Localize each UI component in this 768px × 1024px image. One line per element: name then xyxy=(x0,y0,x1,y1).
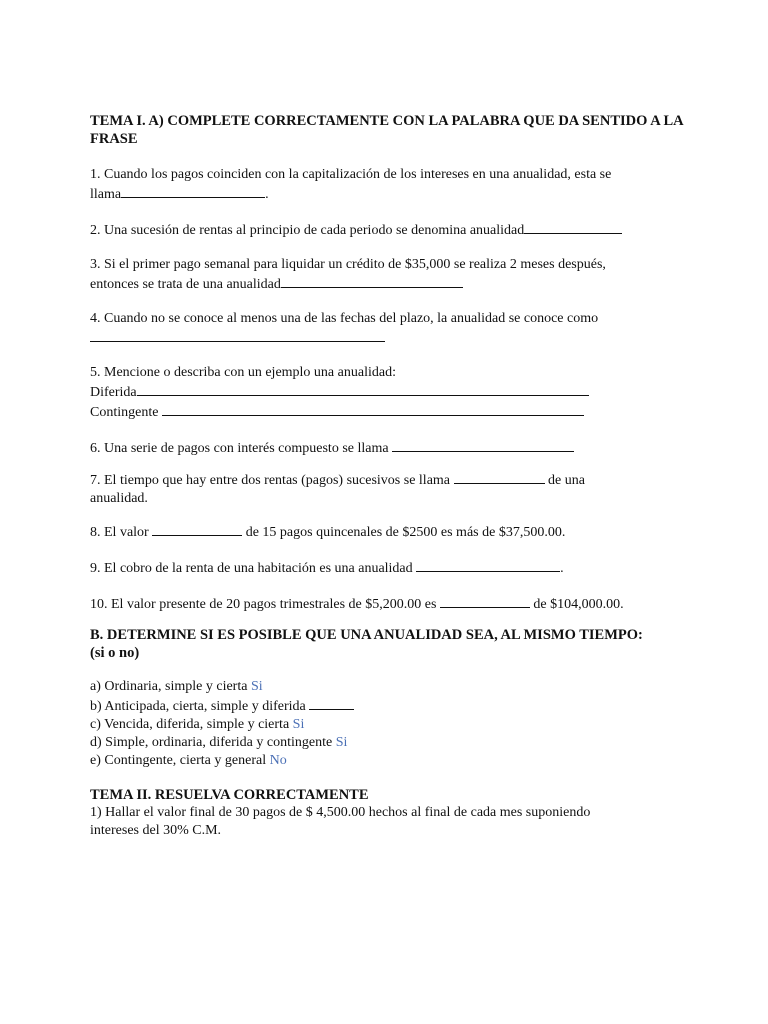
temaB-list xyxy=(90,678,690,770)
answer-blank-4[interactable] xyxy=(90,328,385,342)
item-b-text: b) Anticipada, cierta, simple y diferida xyxy=(90,699,310,714)
tema2-heading: TEMA II. RESUELVA CORRECTAMENTE xyxy=(90,787,369,803)
question-3-line-1: 3. Si el primer pago semanal para liquidar un crédito de $35,000 se realiza 2 meses después, xyxy=(90,257,606,272)
question-9 xyxy=(90,558,690,578)
question-3-line-2: entonces se trata de una anualidad xyxy=(90,277,281,292)
answer-blank-3[interactable] xyxy=(281,274,463,288)
list-item xyxy=(90,752,690,770)
answer-blank-5-contingente[interactable] xyxy=(162,402,584,416)
list-item xyxy=(90,716,690,734)
item-c-answer: Si xyxy=(292,717,305,732)
question-4 xyxy=(90,310,690,348)
question-2 xyxy=(90,220,690,240)
problem-1-line-1: 1) Hallar el valor final de 30 pagos de $ 4,500.00 hechos al final de cada mes suponiendo xyxy=(90,805,591,820)
answer-blank-8[interactable] xyxy=(152,522,242,536)
question-8-part-2: de 15 pagos quincenales de $2500 es más de $37,500.00. xyxy=(242,525,566,540)
question-1 xyxy=(90,166,690,204)
item-d-answer: Si xyxy=(335,735,348,750)
question-1-line-2: llama xyxy=(90,187,122,202)
answer-blank-9[interactable] xyxy=(416,558,560,572)
question-7-part-2: de una xyxy=(544,473,585,488)
item-b-answer-blank[interactable] xyxy=(309,696,354,710)
question-2-text: 2. Una sucesión de rentas al principio de cada periodo se denomina anualidad xyxy=(90,223,525,238)
item-a-text: a) Ordinaria, simple y cierta xyxy=(90,679,251,694)
question-7 xyxy=(90,470,690,508)
document-page xyxy=(90,112,690,840)
answer-blank-6[interactable] xyxy=(392,438,574,452)
question-9-end: . xyxy=(560,561,564,576)
problem-1-line-2: intereses del 30% C.M. xyxy=(90,823,222,838)
list-item xyxy=(90,734,690,752)
list-item xyxy=(90,678,690,696)
question-6 xyxy=(90,438,690,458)
question-10 xyxy=(90,594,690,614)
question-6-text: 6. Una serie de pagos con interés compuesto se llama xyxy=(90,441,393,456)
question-1-end: . xyxy=(265,187,269,202)
temaB-heading-line-1: B. DETERMINE SI ES POSIBLE QUE UNA ANUALIDAD SEA, AL MISMO TIEMPO: xyxy=(90,627,643,643)
tema1-heading: TEMA I. A) COMPLETE CORRECTAMENTE CON LA PALABRA QUE DA SENTIDO A LA FRASE xyxy=(90,113,683,147)
temaB-heading xyxy=(90,626,690,662)
question-5-intro: 5. Mencione o describa con un ejemplo una anualidad: xyxy=(90,365,396,380)
tema2-problem-1 xyxy=(90,804,690,840)
answer-blank-1[interactable] xyxy=(121,184,265,198)
item-e-text: e) Contingente, cierta y general xyxy=(90,753,270,768)
item-c-text: c) Vencida, diferida, simple y cierta xyxy=(90,717,293,732)
item-d-text: d) Simple, ordinaria, diferida y contingente xyxy=(90,735,336,750)
question-5 xyxy=(90,364,690,422)
question-5-diferida-label: Diferida xyxy=(90,385,137,400)
question-8-part-1: 8. El valor xyxy=(90,525,153,540)
question-8 xyxy=(90,522,690,542)
question-7-part-1: 7. El tiempo que hay entre dos rentas (pagos) sucesivos se llama xyxy=(90,473,454,488)
question-4-text: 4. Cuando no se conoce al menos una de las fechas del plazo, la anualidad se conoce como xyxy=(90,311,599,326)
temaB-heading-line-2: (si o no) xyxy=(90,645,140,661)
question-9-part-1: 9. El cobro de la renta de una habitación es una anualidad xyxy=(90,561,417,576)
question-7-line-2: anualidad. xyxy=(90,491,148,506)
answer-blank-7[interactable] xyxy=(454,470,545,484)
item-e-answer: No xyxy=(269,753,287,768)
answer-blank-10[interactable] xyxy=(440,594,530,608)
item-a-answer: Si xyxy=(250,679,263,694)
question-10-part-2: de $104,000.00. xyxy=(529,597,624,612)
question-3 xyxy=(90,256,690,294)
answer-blank-5-diferida[interactable] xyxy=(137,382,589,396)
answer-blank-2[interactable] xyxy=(524,220,622,234)
question-5-contingente-label: Contingente xyxy=(90,405,162,420)
question-10-part-1: 10. El valor presente de 20 pagos trimestrales de $5,200.00 es xyxy=(90,597,440,612)
question-1-line-1: 1. Cuando los pagos coinciden con la capitalización de los intereses en una anualidad, esta se xyxy=(90,167,612,182)
list-item xyxy=(90,696,690,716)
